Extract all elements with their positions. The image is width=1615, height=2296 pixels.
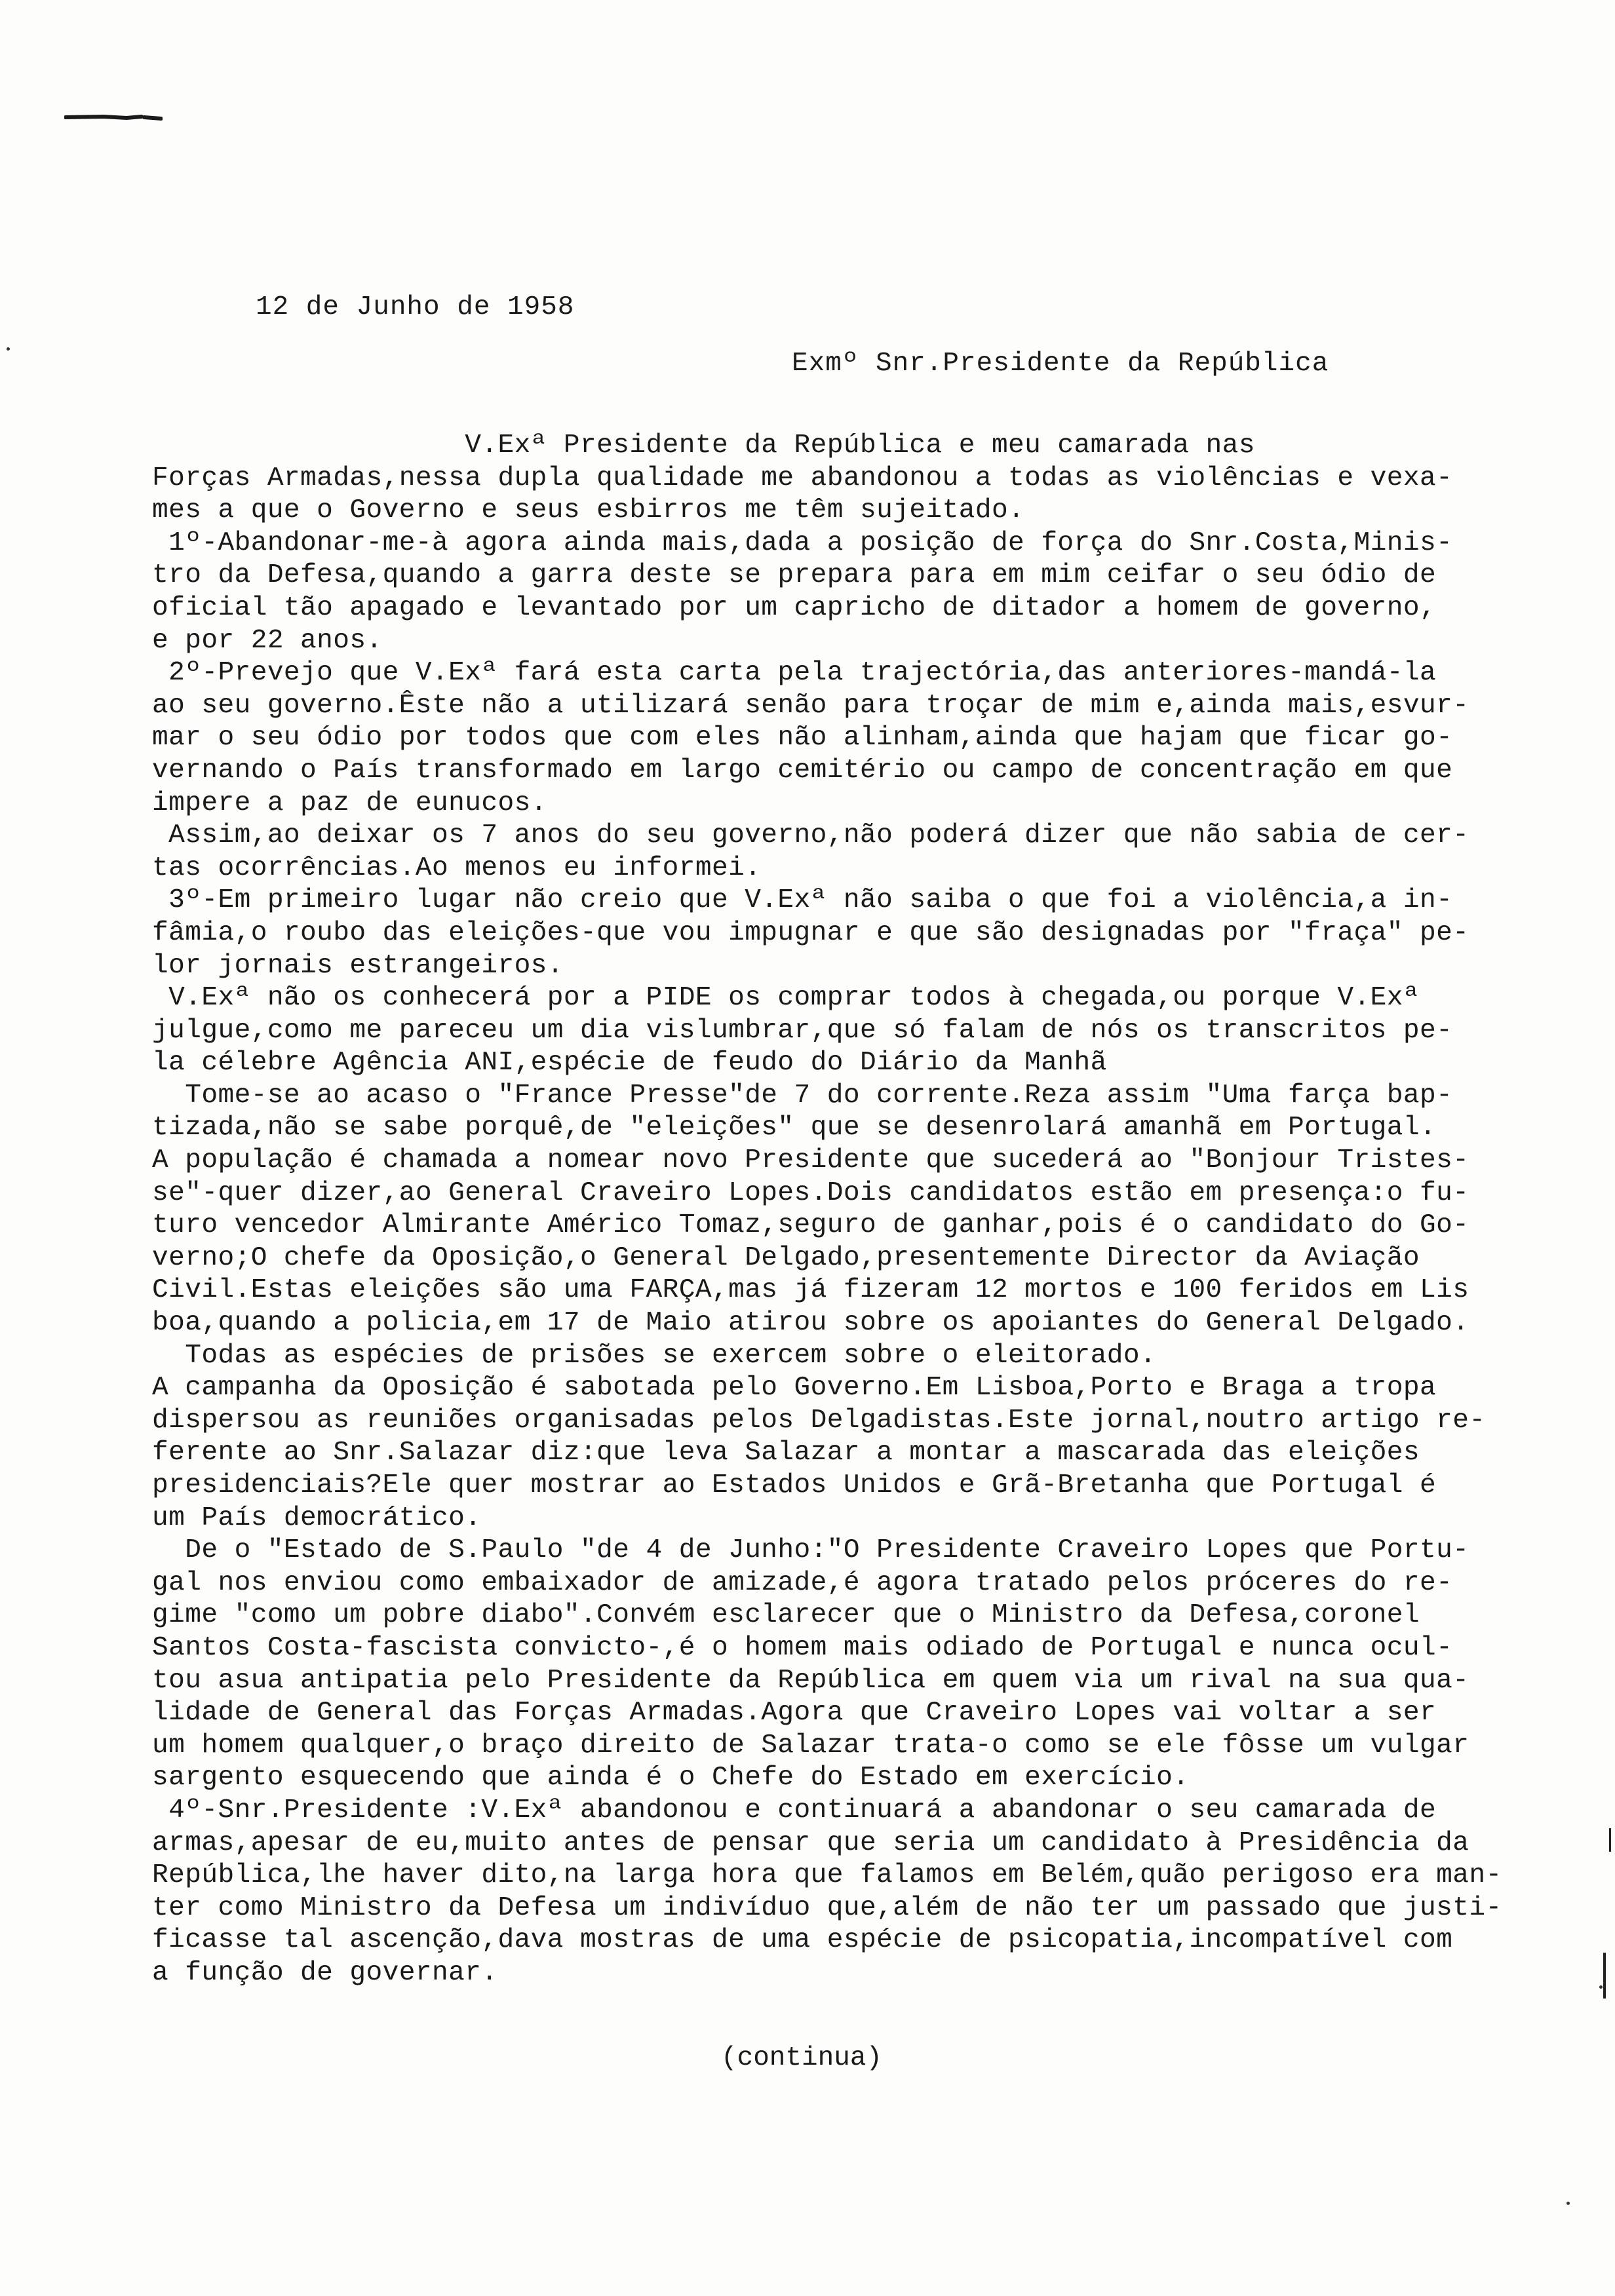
letter-line: la célebre Agência ANI,espécie de feudo do Diário da Manhã — [152, 1048, 1107, 1079]
letter-line: presidenciais?Ele quer mostrar ao Estados Unidos e Grã-Bretanha que Portugal é — [152, 1470, 1437, 1501]
letter-line: gal nos enviou como embaixador de amizade,é agora tratado pelos próceres do re- — [152, 1567, 1453, 1598]
margin-line-mark — [1609, 1828, 1611, 1852]
letter-line: República,lhe haver dito,na larga hora que falamos em Belém,quão perigoso era man- — [152, 1860, 1502, 1891]
letter-date: 12 de Junho de 1958 — [256, 292, 575, 322]
continuation-note: (continua) — [721, 2043, 883, 2073]
letter-line: lidade de General das Forças Armadas.Agora que Craveiro Lopes vai voltar a ser — [152, 1698, 1437, 1729]
paper-speck — [1599, 1985, 1603, 1989]
letter-addressee: Exmº Snr.Presidente da República — [792, 349, 1329, 379]
paper-speck — [1566, 2202, 1570, 2205]
letter-line: Todas as espécies de prisões se exercem sobre o eleitorado. — [152, 1340, 1157, 1371]
letter-line: Assim,ao deixar os 7 anos do seu governo,não poderá dizer que não sabia de cer- — [152, 820, 1469, 851]
letter-line: ferente ao Snr.Salazar diz:que leva Salazar a montar a mascarada das eleições — [152, 1438, 1420, 1468]
letter-line: armas,apesar de eu,muito antes de pensar que seria um candidato à Presidência da — [152, 1827, 1469, 1858]
letter-line: ter como Ministro da Defesa um indivíduo que,além de não ter um passado que justi- — [152, 1892, 1502, 1923]
letter-line: tas ocorrências.Ao menos eu informei. — [152, 852, 762, 883]
letter-line: 3º-Em primeiro lugar não creio que V.Exª não saiba o que foi a violência,a in- — [152, 885, 1453, 916]
letter-line: se"-quer dizer,ao General Craveiro Lopes.Dois candidatos estão em presença:o fu- — [152, 1177, 1469, 1208]
letter-line: turo vencedor Almirante Américo Tomaz,seguro de ganhar,pois é o candidato do Go- — [152, 1210, 1469, 1241]
letter-line: verno;O chefe da Oposição,o General Delgado,presentemente Director da Aviação — [152, 1242, 1420, 1273]
letter-line: julgue,como me pareceu um dia vislumbrar,que só falam de nós os transcritos pe- — [152, 1015, 1453, 1046]
letter-line: gime "como um pobre diabo".Convém esclarecer que o Ministro da Defesa,coronel — [152, 1600, 1420, 1631]
letter-line: um País democrático. — [152, 1502, 482, 1533]
letter-line: tou asua antipatia pelo Presidente da República em quem via um rival na sua qua- — [152, 1665, 1469, 1696]
letter-line: De o "Estado de S.Paulo "de 4 de Junho:"O Presidente Craveiro Lopes que Portu- — [152, 1535, 1469, 1566]
letter-line: dispersou as reuniões organisadas pelos Delgadistas.Este jornal,noutro artigo re- — [152, 1405, 1486, 1436]
letter-line: A campanha da Oposição é sabotada pelo Governo.Em Lisboa,Porto e Braga a tropa — [152, 1373, 1437, 1404]
letter-line: boa,quando a policia,em 17 de Maio atirou sobre os apoiantes do General Delgado. — [152, 1308, 1469, 1339]
letter-line: V.Exª não os conhecerá por a PIDE os comprar todos à chegada,ou porque V.Exª — [152, 983, 1420, 1014]
letter-line: 2º-Prevejo que V.Exª fará esta carta pela trajectória,das anteriores-mandá-la — [152, 658, 1437, 689]
letter-line: a função de governar. — [152, 1957, 498, 1988]
letter-line: impere a paz de eunucos. — [152, 788, 547, 818]
letter-line: 1º-Abandonar-me-à agora ainda mais,dada a posição de força do Snr.Costa,Minis- — [152, 527, 1453, 558]
letter-line: tizada,não se sabe porquê,de "eleições" que se desenrolará amanhã em Portugal. — [152, 1113, 1437, 1143]
letter-line: ficasse tal ascenção,dava mostras de uma espécie de psicopatia,incompatível com — [152, 1925, 1453, 1956]
letter-line: e por 22 anos. — [152, 625, 383, 656]
letter-line: mar o seu ódio por todos que com eles não alinham,ainda que hajam que ficar go- — [152, 723, 1453, 754]
letter-line: A população é chamada a nomear novo Presidente que sucederá ao "Bonjour Tristes- — [152, 1145, 1469, 1176]
letter-line: oficial tão apagado e levantado por um capricho de ditador a homem de governo, — [152, 592, 1437, 623]
letter-line: vernando o País transformado em largo cemitério ou campo de concentração em que — [152, 755, 1453, 786]
letter-line: 4º-Snr.Presidente :V.Exª abandonou e continuará a abandonar o seu camarada de — [152, 1795, 1437, 1826]
letter-line: Tome-se ao acaso o "France Presse"de 7 do corrente.Reza assim "Uma farça bap- — [152, 1080, 1453, 1111]
letter-body — [152, 430, 1515, 1990]
letter-line: Civil.Estas eleições são uma FARÇA,mas já fizeram 12 mortos e 100 feridos em Lis — [152, 1275, 1469, 1306]
letter-line: sargento esquecendo que ainda é o Chefe do Estado em exercício. — [152, 1763, 1190, 1793]
letter-line: mes a que o Governo e seus esbirros me têm sujeitado. — [152, 495, 1025, 526]
letter-line: Santos Costa-fascista convicto-,é o homem mais odiado de Portugal e nunca ocul- — [152, 1632, 1453, 1663]
letter-line: um homem qualquer,o braço direito de Salazar trata-o como se ele fôsse um vulgar — [152, 1730, 1469, 1761]
letter-line: V.Exª Presidente da República e meu camarada nas — [152, 430, 1255, 461]
letter-line: Forças Armadas,nessa dupla qualidade me abandonou a todas as violências e vexa- — [152, 463, 1453, 493]
margin-dash-mark — [64, 113, 163, 122]
letter-line: tro da Defesa,quando a garra deste se prepara para em mim ceifar o seu ódio de — [152, 560, 1437, 591]
letter-line: fâmia,o roubo das eleições-que vou impugnar e que são designadas por "fraça" pe- — [152, 917, 1469, 948]
margin-line-mark — [1603, 1953, 1606, 1999]
paper-speck — [7, 347, 10, 351]
letter-line: ao seu governo.Êste não a utilizará senão para troçar de mim e,ainda mais,esvur- — [152, 690, 1469, 721]
letter-line: lor jornais estrangeiros. — [152, 950, 564, 981]
